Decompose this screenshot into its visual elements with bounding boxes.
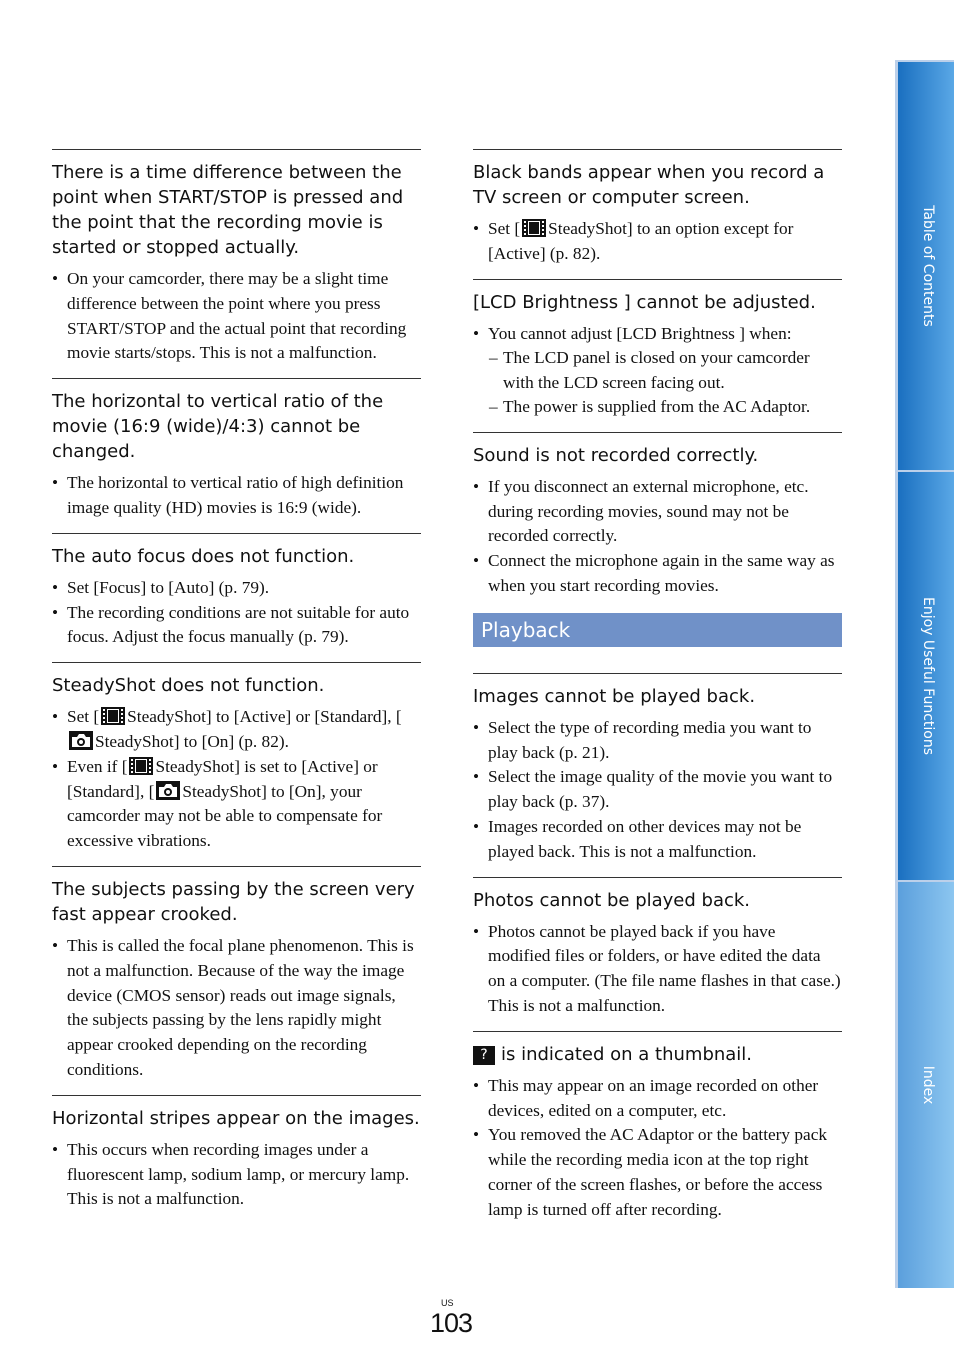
section-heading: [LCD Brightness ] cannot be adjusted. [473, 291, 816, 313]
region-code: US [441, 1298, 454, 1308]
section-heading: The subjects passing by the screen very fast appear crooked. [52, 878, 415, 925]
trouble-section [473, 432, 842, 599]
section-heading: SteadyShot does not function. [52, 675, 325, 697]
list-item-text: SteadyShot] to [Active] or [Standard], [ [127, 707, 402, 727]
section-heading: Images cannot be played back. [473, 685, 756, 707]
side-nav [895, 60, 954, 1288]
camera-icon [69, 731, 93, 750]
list-item: • Select the image quality of the movie you want to play back (p. 37). [473, 765, 842, 815]
section-heading: The auto focus does not function. [52, 545, 355, 567]
bullet-list [473, 475, 842, 599]
tab-label: Index [920, 1065, 936, 1105]
tab-table-of-contents[interactable] [895, 60, 954, 470]
section-heading-text: is indicated on a thumbnail. [501, 1043, 753, 1065]
list-item: • The recording conditions are not suitable for auto focus. Adjust the focus manually (p. 79). [52, 601, 421, 651]
list-item: • Connect the microphone again in the same way as when you start recording movies. [473, 549, 842, 599]
list-item-text: Even if [ [67, 756, 128, 776]
list-item [473, 217, 842, 267]
bullet-list [52, 267, 421, 366]
trouble-section [52, 1095, 421, 1212]
bullet-list [52, 576, 421, 650]
bullet-list [473, 1074, 842, 1223]
section-heading [473, 1042, 842, 1067]
bullet-list [52, 705, 421, 854]
trouble-section [52, 662, 421, 854]
playback-section-header: Playback [473, 613, 842, 647]
tab-index[interactable] [895, 880, 954, 1288]
trouble-section [473, 673, 842, 865]
section-heading: Photos cannot be played back. [473, 889, 751, 911]
list-item: • Images recorded on other devices may not be played back. This is not a malfunction. [473, 815, 842, 865]
list-item [52, 755, 421, 854]
bullet-list [52, 934, 421, 1083]
trouble-section [52, 533, 421, 650]
list-item: • The horizontal to vertical ratio of high definition image quality (HD) movies is 16:9 (wide). [52, 471, 421, 521]
list-item: • You cannot adjust [LCD Brightness ] when: [473, 322, 842, 347]
trouble-section [52, 866, 421, 1083]
section-heading: Horizontal stripes appear on the images. [52, 1107, 420, 1129]
list-item: • Select the type of recording media you want to play back (p. 21). [473, 716, 842, 766]
list-item: • On your camcorder, there may be a slight time difference between the point where you press START/STOP and the actual point that recording movie starts/stops. This is not a malfunction. [52, 267, 421, 366]
list-item-text: SteadyShot] is set to [Active] or [Standard], [ [67, 756, 378, 801]
section-heading: Black bands appear when you record a TV screen or computer screen. [473, 162, 825, 208]
bullet-list [473, 217, 842, 267]
bullet-list [52, 471, 421, 521]
bullet-list [473, 920, 842, 1019]
bullet-list [473, 716, 842, 865]
tab-label: Enjoy Useful Functions [920, 596, 936, 756]
list-item-text: SteadyShot] to [On] (p. 82). [95, 731, 289, 751]
left-column [52, 149, 421, 1224]
list-item-text: SteadyShot] to an option except for [Active] (p. 82). [488, 219, 794, 263]
trouble-section [52, 378, 421, 521]
camera-icon [156, 781, 180, 800]
list-item: • This may appear on an image recorded on other devices, edited on a computer, etc. [473, 1074, 842, 1124]
page-number-value: 103 [430, 1308, 473, 1338]
list-item: • You removed the AC Adaptor or the battery pack while the recording media icon at the top right corner of the screen flashes, or before the access lamp is turned off after recording. [473, 1123, 842, 1222]
dash-item: – The LCD panel is closed on your camcorder with the LCD screen facing out. [473, 346, 842, 395]
list-item-text: Set [ [488, 219, 521, 238]
list-item-text: SteadyShot] to [On], your camcorder may not be able to compensate for excessive vibrations. [67, 781, 383, 851]
bullet-list [473, 322, 842, 420]
list-item-text: Set [ [67, 707, 100, 727]
tab-label: Table of Contents [920, 205, 936, 327]
page-number [430, 1298, 472, 1338]
section-heading: The horizontal to vertical ratio of the movie (16:9 (wide)/4:3) cannot be changed. [52, 391, 384, 463]
movie-icon [101, 707, 125, 725]
question-mark-icon: ? [473, 1046, 495, 1065]
list-item: • Photos cannot be played back if you have modified files or folders, or have edited the data on a computer. (The file name flashes in that case.) This is not a malfunction. [473, 920, 842, 1019]
list-item [52, 705, 421, 755]
list-item: • This occurs when recording images under a fluorescent lamp, sodium lamp, or mercury lamp. This is not a malfunction. [52, 1138, 421, 1212]
movie-icon [129, 757, 153, 775]
trouble-section [473, 1031, 842, 1223]
tab-enjoy-useful-functions[interactable] [895, 470, 954, 880]
list-item: • Set [Focus] to [Auto] (p. 79). [52, 576, 421, 601]
right-column [473, 149, 842, 1235]
trouble-section [473, 149, 842, 267]
trouble-section [473, 279, 842, 420]
dash-item: – The power is supplied from the AC Adaptor. [473, 395, 842, 420]
movie-icon [522, 219, 546, 237]
list-item: • This is called the focal plane phenomenon. This is not a malfunction. Because of the way the image device (CMOS sensor) reads out image signals, the subjects passing by the lens rapidly might appear crooked depending on the recording conditions. [52, 934, 421, 1083]
trouble-section [52, 149, 421, 366]
section-heading: Sound is not recorded correctly. [473, 444, 759, 466]
section-heading: There is a time difference between the point when START/STOP is pressed and the point that the recording movie is started or stopped actually. [52, 162, 404, 258]
bullet-list [52, 1138, 421, 1212]
trouble-section [473, 877, 842, 1019]
list-item: • If you disconnect an external microphone, etc. during recording movies, sound may not be recorded correctly. [473, 475, 842, 549]
